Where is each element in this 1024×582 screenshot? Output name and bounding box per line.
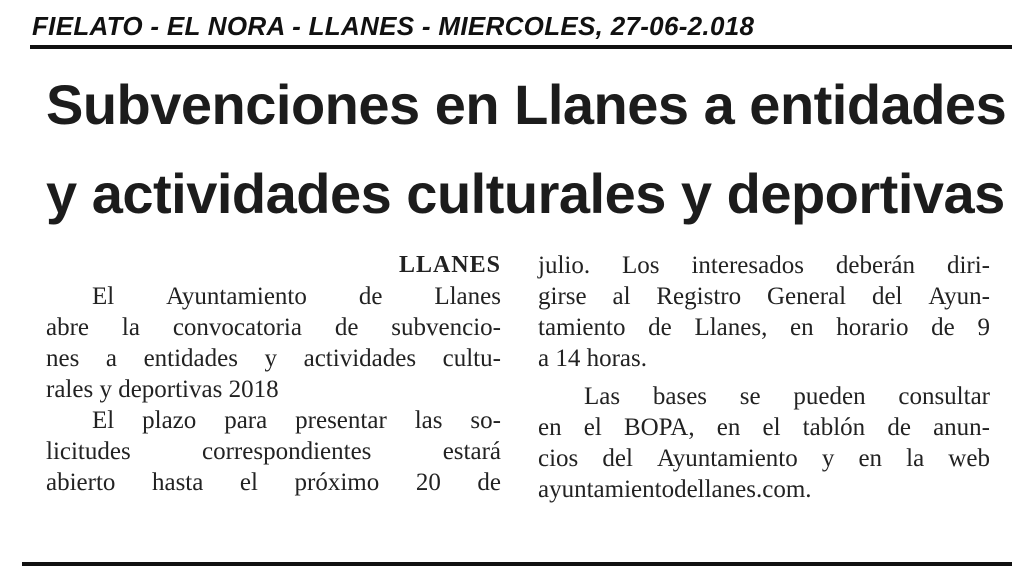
text-line	[538, 312, 990, 343]
text-line	[538, 250, 990, 281]
word: nes	[46, 345, 80, 372]
word: Ayuntamiento	[166, 283, 307, 310]
dateline: LLANES	[398, 252, 501, 278]
word: licitudes	[46, 438, 131, 465]
word: BOPA,	[623, 414, 695, 441]
word: girse	[538, 283, 587, 310]
word: de	[648, 314, 672, 341]
word: julio.	[538, 252, 591, 279]
word: Registro	[656, 283, 742, 310]
headline-line-1: Subvenciones en Llanes a entidades	[46, 73, 1007, 136]
article-column-right	[538, 250, 990, 505]
word: plazo	[142, 407, 197, 434]
word: en	[790, 314, 814, 341]
word: presentar	[295, 407, 387, 434]
word: el	[583, 414, 602, 441]
text-line	[538, 412, 990, 443]
word: y	[264, 345, 278, 372]
word: en	[858, 445, 883, 472]
word: anun-	[933, 414, 990, 441]
word: hasta	[151, 469, 204, 496]
word: diri-	[946, 252, 990, 279]
word: pueden	[793, 383, 866, 410]
text-line	[538, 443, 990, 474]
word: Ayuntamiento	[657, 445, 798, 472]
text-line	[46, 343, 501, 374]
word: Los	[622, 252, 660, 279]
word: Las	[584, 383, 621, 410]
word: del	[871, 283, 903, 310]
text-line	[46, 467, 501, 498]
word: 9	[977, 314, 990, 341]
text-line	[46, 312, 501, 343]
word: 20	[415, 469, 441, 496]
top-rule	[30, 45, 1012, 49]
word: el	[239, 469, 258, 496]
word: Llanes,	[694, 314, 768, 341]
word: de	[334, 314, 359, 341]
word: cultu-	[442, 345, 501, 372]
word: cios	[538, 445, 579, 472]
word: para	[224, 407, 268, 434]
word: de	[358, 283, 383, 310]
word: convocatoria	[172, 314, 302, 341]
text-line	[538, 281, 990, 312]
text-line: a 14 horas.	[538, 345, 647, 372]
word: la	[121, 314, 140, 341]
word: tablón	[802, 414, 866, 441]
text-line	[46, 405, 501, 436]
word: de	[931, 314, 955, 341]
word: El	[92, 283, 115, 310]
word: subvencio-	[391, 314, 501, 341]
word: en	[716, 414, 741, 441]
word: del	[602, 445, 633, 472]
word: horario	[836, 314, 909, 341]
word: se	[739, 383, 761, 410]
word: abierto	[46, 469, 116, 496]
word: web	[948, 445, 990, 472]
word: consultar	[898, 383, 990, 410]
word: de	[887, 414, 911, 441]
word: al	[612, 283, 631, 310]
word: la	[906, 445, 925, 472]
word: y	[821, 445, 835, 472]
word: tamiento	[538, 314, 626, 341]
word: las	[414, 407, 443, 434]
text-line	[538, 381, 990, 412]
word: so-	[470, 407, 501, 434]
word: próximo	[294, 469, 380, 496]
word: correspondientes	[202, 438, 372, 465]
word: General	[766, 283, 847, 310]
text-line	[46, 281, 501, 312]
word: entidades	[143, 345, 238, 372]
word: el	[762, 414, 781, 441]
word: El	[92, 407, 115, 434]
article-column-left	[46, 250, 501, 498]
word: de	[477, 469, 501, 496]
masthead: FIELATO - EL NORA - LLANES - MIERCOLES, 27-06-2.018	[32, 11, 755, 41]
bottom-rule	[22, 562, 1012, 566]
text-line	[46, 436, 501, 467]
word: Llanes	[434, 283, 501, 310]
word: bases	[652, 383, 708, 410]
word: deberán	[835, 252, 915, 279]
word: abre	[46, 314, 90, 341]
text-line: rales y deportivas 2018	[46, 376, 279, 403]
word: actividades	[303, 345, 417, 372]
word: a	[105, 345, 117, 372]
word: Ayun-	[928, 283, 990, 310]
word: estará	[442, 438, 501, 465]
text-line: ayuntamientodellanes.com.	[538, 476, 812, 503]
word: en	[538, 414, 562, 441]
headline-line-2: y actividades culturales y deportivas	[46, 162, 1005, 225]
headline	[46, 60, 1006, 238]
word: interesados	[691, 252, 804, 279]
